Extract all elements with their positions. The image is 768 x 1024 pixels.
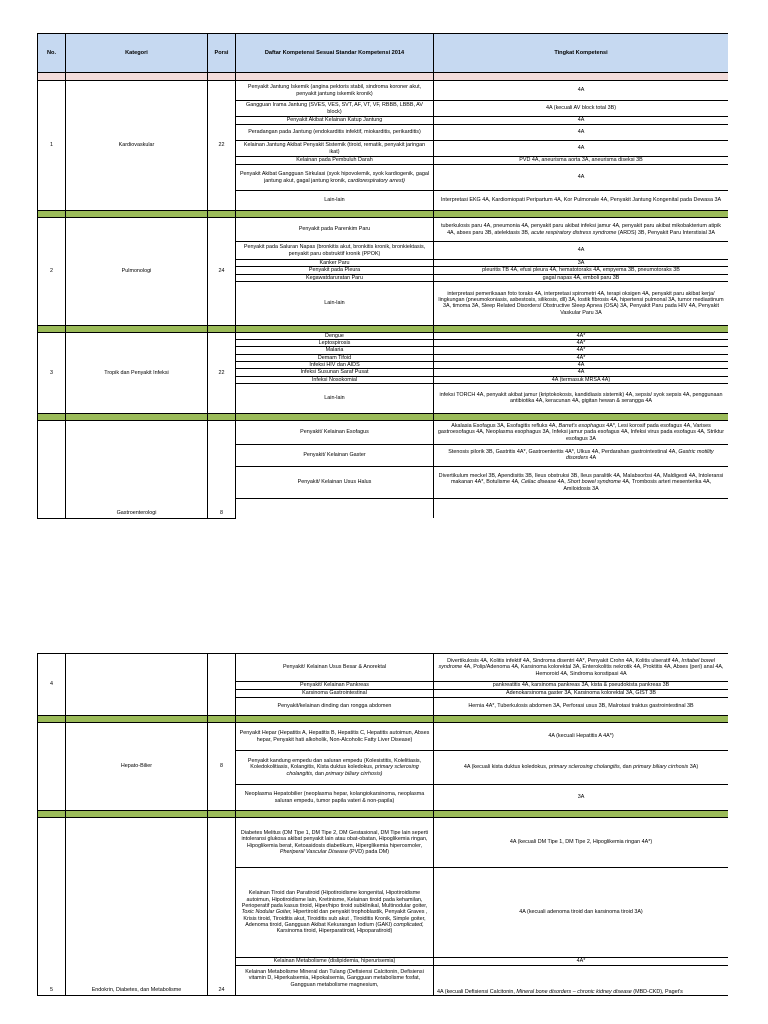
competency-table-continued [37,653,728,996]
competency-level: 4A (termasuk MRSA 4A) [434,376,729,383]
competency-item: Kelainan Metabolisme (dislipidemia, hiperurisemia) [236,958,434,966]
table-row [38,723,729,751]
category-name: Gastroenterologi [66,420,208,518]
competency-level: 4A* [434,332,729,339]
competency-level: 4A [434,369,729,376]
row-number: 4 [38,654,66,716]
category-name: Hepato-Bilier [66,723,208,811]
competency-level: interpretasi pemeriksaan foto toraks 4A, interpretasi spirometri 4A, terapi oksigen 4A, penyakit paru akibat kerja/ lingkungan (pneumokoniasis, asbestosis, silikosis, dll) 3A, lostik fibrosis 4A, hipertensi pulmonal 3A, tumor mediastinum 3A, timoma 3A, Sleep Related Disorders/ Obstructive Sleep Apnea (OSA) 3A, Penyakit Paru pada HIV 4A, Penyakit Vaskular Paru 3A [434,281,729,325]
competency-level: 4A [434,141,729,157]
competency-level: 4A [434,81,729,101]
competency-item: Penyakit pada Pleura [236,267,434,274]
competency-level: Adenokarsinoma gaster 3A, Karsinoma kolorektal 3A, GIST 3B [434,690,729,698]
competency-level: 3A [434,785,729,811]
separator-row [38,325,729,332]
header-tingkat: Tingkat Kompetensi [434,34,729,73]
competency-item: Penyakit/ Kelainan Usus Besar & Anorektal [236,654,434,682]
competency-item: Kelainan pada Pembuluh Darah [236,157,434,165]
row-number [38,723,66,811]
competency-level: 4A* [434,958,729,966]
competency-level: pleuritis TB 4A, efusi pleura 4A, hematotoraks 4A, empyema 3B, pneumotoraks 3B [434,267,729,274]
competency-level: 4A (kecuali AV block total 3B) [434,101,729,117]
competency-level: 4A* [434,354,729,361]
competency-item: Demam Tifoid [236,354,434,361]
competency-item: Penyakit Hepar (Hepatitis A, Hepatitis B, Hepatitis C, Hepatitis autoimun, Abses hepar, Penyakit hati alkoholik, Non-Alcoholic Fatty Liver Disease) [236,723,434,751]
header-daftar: Daftar Kompetensi Sesuai Standar Kompetensi 2014 [236,34,434,73]
document-page-2 [37,653,728,1024]
competency-level: 4A (kecuali kista duktus koledokus, primary sclerosing cholangitis, dan primary biliary cirrhosis 3A) [434,751,729,785]
competency-level: Hernia 4A*, Tuberkulosis abdomen 3A, Perforasi usus 3B, Malrotasi traktus gastrointestinal 3B [434,698,729,716]
competency-level: Interpretasi EKG 4A, Kardiomiopati Peripartum 4A, Kor Pulmonale 4A, Penyakit Jantung Kongenital pada Dewasa 3A [434,191,729,211]
table-row [38,332,729,339]
competency-item: Penyakit Akibat Gangguan Sirkulasi (syok hipovolemik, syok kardiogenik, gagal jantung akut, gagal jantung kronik, cardiorespiratory arrest) [236,165,434,191]
separator-row [38,73,729,81]
competency-item: Kelainan Jantung Akibat Penyakit Sistemik (tiroid, rematik, penyakit jaringan ikat) [236,141,434,157]
competency-item: Kelainan Metabolisme Mineral dan Tulang (Defisiensi Calcitonin, Defisiensi vitamin D, Hiperkalsemia, Hipokalsemia, Gangguan metabolisme fosfat, Gangguan metabolisme magnesium, [236,966,434,996]
table-row [38,420,729,444]
separator-row [38,211,729,218]
competency-item: Malaria [236,347,434,354]
competency-level: Akalasia Esofagus 3A, Esofagitis refluks 4A, Barret's esophagus 4A*, Lesi korosif pada esofagus 4A, Varises gastroesofagus 4A, Neoplasma esophagus 3A, Infeksi jamur pada esofagus 4A, Infeksi virus pada esofagus 4A, Striktur esofagus 3A [434,420,729,444]
competency-item: Lain-lain [236,191,434,211]
separator-row [38,413,729,420]
competency-item: Penyakit/ Kelainan Esofagus [236,420,434,444]
competency-item: Neoplasma Hepatobilier (neoplasma hepar, kolangiokarsinoma, neoplasma saluran empedu, tumor papila vateri & non-papila) [236,785,434,811]
competency-item: Diabetes Melitus (DM Tipe 1, DM Tipe 2, DM Gestasional, DM Tipe lain seperti intoleransi glukosa akibat penyakit lain atau obat-obatan, Hipoglikemia ringan, Hipoglikemia berat, Ketoasidosis diabetikum, Hiperglikemia hiperosmoler, Pheriperal Vascular Disease (PVD) pada DM) [236,818,434,868]
competency-item: Penyakit/ Kelainan Usus Halus [236,466,434,498]
competency-level: Stenosis pilorik 3B, Gastritis 4A*, Gastroenteritis 4A*, Ulkus 4A, Perdarahan gastrointestinal 4A, Gastric motility disorders 4A [434,444,729,466]
competency-level: Divertikulosis 4A, Kolitis infektif 4A, Sindroma disentri 4A*, Penyakit Crohn 4A, Kolitis ulseratif 4A, Irritabel bowel syndrome 4A, Polip/Adenoma 4A, Karsinoma kolorektal 3A, Enterokolitis nekrotik 4A, Proktitis 4A, Abses (peri) anal 4A, Hemoroid 4A, Sindroma konstipasi 4A [434,654,729,682]
competency-level: 4A (kecuali adenoma tiroid dan karsinoma tiroid 3A) [434,868,729,958]
competency-level: tuberkulosis paru 4A, pneumonia 4A, penyakit paru akibat infeksi jamur 4A, penyakit paru akibat mikobakterium atipik 4A, abses paru 3B, atelektasis 3B, acute respiratory distress syndrome (ARDS) 3B, Penyakit Paru Interstisial 3A [434,218,729,242]
competency-item: Penyakit kandung empedu dan saluran empedu (Kolesistitis, Kolelitiasis, Koledokolitiasis, Kolangitis, Kista duktus koledokus, primary sclerosing cholangitis, dan primary biliary cirrhosis) [236,751,434,785]
separator-row [38,716,729,723]
header-no: No. [38,34,66,73]
category-name: Kardiovaskular [66,81,208,211]
category-name: Pulmonologi [66,218,208,326]
competency-item: Peradangan pada Jantung (endokarditis infektif, miokarditis, perikarditis) [236,125,434,141]
competency-table [37,33,728,519]
category-portion: 8 [208,723,236,811]
competency-level: 3A [434,260,729,267]
row-number [38,420,66,518]
competency-level: 4A* [434,340,729,347]
row-number: 5 [38,818,66,996]
competency-item: Penyakit/ Kelainan Gaster [236,444,434,466]
competency-level: 4A [434,117,729,125]
row-number: 1 [38,81,66,211]
category-portion: 22 [208,81,236,211]
row-number: 2 [38,218,66,326]
competency-level: 4A (kecuali Defisiensi Calcitonin, Mineral bone disorders – chronic kidney disease (MBD-CKD), Paget's [434,966,729,996]
category-portion [208,654,236,716]
table-row [38,818,729,868]
competency-item: Dengue [236,332,434,339]
competency-item: Penyakit pada Saluran Napas (bronkitis akut, bronkitis kronik, bronkiektasis, penyakit paru obstruktif kronik (PPOK) [236,242,434,260]
competency-item: Kelainan Tiroid dan Paratiroid (Hipotiroidisme kongenital, Hipotiroidisme autoimun, Hipotiroidisme lain, Kretinisme, Kelainan tiroid pada kehamilan, Perioperatif pada kasus tiroid, Hiper/hipo tiroid subklinikal, Multinodular goiter, Toxic Nodular Goiter, Hipertiroid dan penyakit trophoblastik, Penyakit Graves , Krisis tiroid, Tiroiditis akut, Tiroiditis sub akut , Tiroiditis Kronik, Simple goiter, Adenoma tiroid, Gangguan Akibat Kekurangan Iodium (GAKI) complicated, Karsinoma tiroid, Hiperparatiroid, Hipoparatiroid) [236,868,434,958]
competency-item: Infeksi HIV dan AIDS [236,362,434,369]
competency-item: Gangguan Irama Jantung (SVES, VES, SVT, AF, VT, VF, RBBB, LBBB, AV block) [236,101,434,117]
competency-item: Kegawatdaruratan Paru [236,274,434,281]
competency-item: Infeksi Susunan Saraf Pusat [236,369,434,376]
competency-level: 4A [434,242,729,260]
competency-level: 4A* [434,347,729,354]
competency-item: Infeksi Nosokomial [236,376,434,383]
competency-level: Divertikulum meckel 3B, Apendisitis 3B, Ileus obstruksi 3B, Ileus paralitik 4A, Malabsorbsi 4A, Maldigesti 4A, Intoleransi makanan 4A*, Botulisme 4A, Celiac disease 4A, Short bowel syndrome 4A, Trombosis arteri mesenterika 4A, Amiloidosis 3A [434,466,729,498]
competency-level: 4A [434,165,729,191]
category-portion: 8 [208,420,236,518]
row-number: 3 [38,332,66,413]
separator-row [38,811,729,818]
competency-item: Penyakit Akibat Kelainan Katup Jantung [236,117,434,125]
table-row [38,81,729,101]
category-portion: 24 [208,218,236,326]
competency-item: Penyakit Jantung Iskemik (angina pektoris stabil, sindroma koroner akut, penyakit jantung iskemik kronik) [236,81,434,101]
competency-level: 4A [434,125,729,141]
header-kategori: Kategori [66,34,208,73]
category-name: Tropik dan Penyakit Infeksi [66,332,208,413]
category-name: Endokrin, Diabetes, dan Metabolisme [66,818,208,996]
competency-level: gagal napas 4A, emboli paru 3B [434,274,729,281]
competency-item: Penyakit pada Parenkim Paru [236,218,434,242]
competency-level: pankreatitis 4A, karsinoma pankreas 3A, kista & pseudokista pankreas 3B [434,682,729,690]
category-name [66,654,208,716]
category-portion: 24 [208,818,236,996]
competency-level: infeksi TORCH 4A, penyakit akibat jamur (kriptokokosis, kandidiasis sistemik) 4A, sepsis/ syok sepsis 4A, penggunaan antibiotika 4A, keracunan 4A, gigitan hewan & serangga 4A [434,383,729,413]
competency-item: Leptospirosis [236,340,434,347]
header-row [38,34,729,73]
category-portion: 22 [208,332,236,413]
document-page-1 [37,33,728,566]
competency-item: Karsinoma Gastrointestinal [236,690,434,698]
competency-item: Penyakit/ Kelainan Pankreas [236,682,434,690]
competency-item: Kanker Paru [236,260,434,267]
competency-level: PVD 4A, aneurisma aorta 3A, aneurisma diseksi 3B [434,157,729,165]
table-row [38,218,729,242]
competency-level: 4A [434,362,729,369]
competency-item: Lain-lain [236,281,434,325]
competency-level: 4A (kecuali Hepatitis A 4A*) [434,723,729,751]
table-row [38,654,729,682]
competency-item: Lain-lain [236,383,434,413]
competency-level: 4A (kecuali DM Tipe 1, DM Tipe 2, Hipoglikemia ringan 4A*) [434,818,729,868]
header-porsi: Porsi [208,34,236,73]
competency-item: Penyakit/kelainan dinding dan rongga abdomen [236,698,434,716]
